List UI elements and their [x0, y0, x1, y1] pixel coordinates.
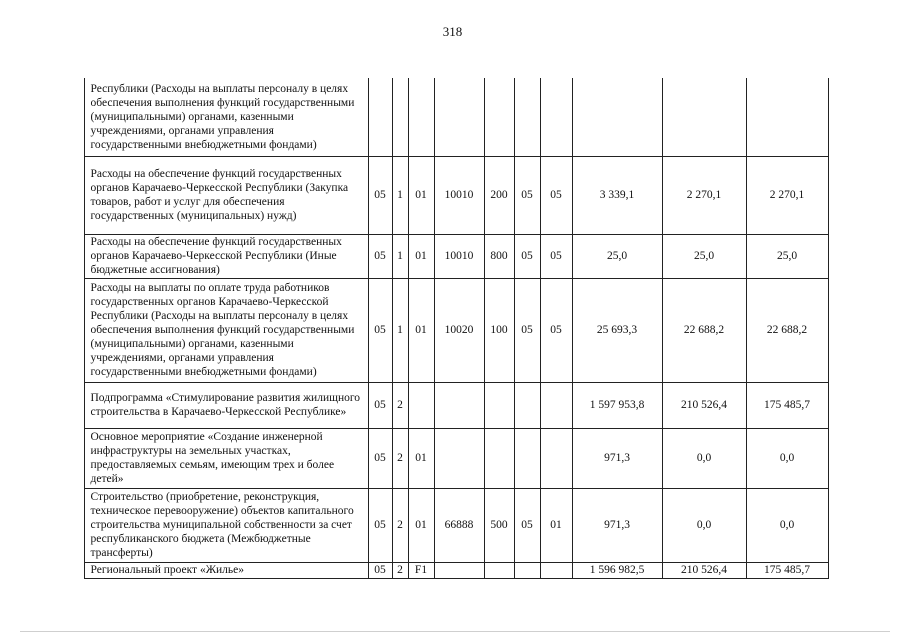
- code-cell-c4: [434, 78, 484, 156]
- code-cell-c5: [484, 428, 514, 488]
- amount-cell-v1: 971,3: [572, 488, 662, 562]
- code-cell-c4: [434, 382, 484, 428]
- code-cell-c2: 1: [392, 234, 408, 278]
- code-cell-c5: [484, 382, 514, 428]
- row-gutter-cell: [62, 488, 84, 562]
- amount-cell-v1: 3 339,1: [572, 156, 662, 234]
- code-cell-c7: 05: [540, 278, 572, 382]
- code-cell-c1: 05: [368, 488, 392, 562]
- amount-cell-v3: 175 485,7: [746, 562, 828, 578]
- code-cell-c2: 2: [392, 382, 408, 428]
- code-cell-c5: [484, 78, 514, 156]
- code-cell-c1: 05: [368, 156, 392, 234]
- row-name-cell: Региональный проект «Жилье»: [84, 562, 368, 578]
- row-gutter-cell: [62, 278, 84, 382]
- code-cell-c5: [484, 562, 514, 578]
- table-row: [62, 488, 828, 562]
- row-name-cell: Расходы на выплаты по оплате труда работников государственных органов Карачаево-Черкесской Республики (Расходы на выплаты персоналу в целях обеспечения выполнения функций государственными (муниципальными) органами, казенными учреждениями, органами управления государственными внебюджетными фондами): [84, 278, 368, 382]
- code-cell-c4: [434, 562, 484, 578]
- code-cell-c1: 05: [368, 428, 392, 488]
- table-row: [62, 382, 828, 428]
- amount-cell-v2: 210 526,4: [662, 382, 746, 428]
- code-cell-c6: [514, 382, 540, 428]
- code-cell-c2: 1: [392, 278, 408, 382]
- row-name-cell: Расходы на обеспечение функций государственных органов Карачаево-Черкесской Республики (Иные бюджетные ассигнования): [84, 234, 368, 278]
- code-cell-c7: 01: [540, 488, 572, 562]
- row-name-cell: Основное мероприятие «Создание инженерной инфраструктуры на земельных участках, предоставляемых семьям, имеющим трех и более детей»: [84, 428, 368, 488]
- code-cell-c5: 200: [484, 156, 514, 234]
- amount-cell-v3: 22 688,2: [746, 278, 828, 382]
- row-gutter-cell: [62, 234, 84, 278]
- code-cell-c2: 1: [392, 156, 408, 234]
- code-cell-c4: 10010: [434, 234, 484, 278]
- code-cell-c3: F1: [408, 562, 434, 578]
- amount-cell-v1: [572, 78, 662, 156]
- amount-cell-v2: [662, 78, 746, 156]
- table-row: [62, 234, 828, 278]
- amount-cell-v3: 175 485,7: [746, 382, 828, 428]
- code-cell-c1: 05: [368, 278, 392, 382]
- page-number: 318: [442, 24, 463, 39]
- amount-cell-v3: 0,0: [746, 488, 828, 562]
- row-gutter-cell: [62, 562, 84, 578]
- code-cell-c2: [392, 78, 408, 156]
- amount-cell-v1: 1 596 982,5: [572, 562, 662, 578]
- code-cell-c5: 800: [484, 234, 514, 278]
- row-gutter-cell: [62, 156, 84, 234]
- row-gutter-cell: [62, 428, 84, 488]
- code-cell-c3: [408, 382, 434, 428]
- amount-cell-v2: 0,0: [662, 428, 746, 488]
- code-cell-c7: [540, 382, 572, 428]
- amount-cell-v1: 25 693,3: [572, 278, 662, 382]
- code-cell-c3: [408, 78, 434, 156]
- code-cell-c1: [368, 78, 392, 156]
- code-cell-c6: [514, 562, 540, 578]
- code-cell-c7: 05: [540, 156, 572, 234]
- code-cell-c4: 10020: [434, 278, 484, 382]
- amount-cell-v1: 971,3: [572, 428, 662, 488]
- code-cell-c2: 2: [392, 488, 408, 562]
- amount-cell-v2: 22 688,2: [662, 278, 746, 382]
- code-cell-c1: 05: [368, 562, 392, 578]
- table-row: [62, 428, 828, 488]
- table-row: [62, 562, 828, 578]
- code-cell-c6: [514, 78, 540, 156]
- code-cell-c4: [434, 428, 484, 488]
- code-cell-c7: [540, 428, 572, 488]
- code-cell-c7: [540, 78, 572, 156]
- table-row: [62, 156, 828, 234]
- amount-cell-v2: 25,0: [662, 234, 746, 278]
- amount-cell-v1: 1 597 953,8: [572, 382, 662, 428]
- code-cell-c6: 05: [514, 488, 540, 562]
- code-cell-c5: 100: [484, 278, 514, 382]
- table-row: [62, 78, 828, 156]
- row-name-cell: Республики (Расходы на выплаты персоналу в целях обеспечения выполнения функций государственными (муниципальными) органами, казенными учреждениями, органами управления государственными внебюджетными фондами): [84, 78, 368, 156]
- code-cell-c3: 01: [408, 156, 434, 234]
- code-cell-c3: 01: [408, 234, 434, 278]
- code-cell-c6: 05: [514, 234, 540, 278]
- code-cell-c4: 10010: [434, 156, 484, 234]
- code-cell-c2: 2: [392, 562, 408, 578]
- budget-table: [62, 78, 829, 579]
- amount-cell-v3: [746, 78, 828, 156]
- amount-cell-v2: 2 270,1: [662, 156, 746, 234]
- page-bottom-rule: [20, 631, 890, 632]
- table-body: [62, 78, 828, 578]
- amount-cell-v3: 25,0: [746, 234, 828, 278]
- row-gutter-cell: [62, 78, 84, 156]
- code-cell-c3: 01: [408, 428, 434, 488]
- code-cell-c5: 500: [484, 488, 514, 562]
- amount-cell-v3: 0,0: [746, 428, 828, 488]
- code-cell-c2: 2: [392, 428, 408, 488]
- code-cell-c6: 05: [514, 278, 540, 382]
- code-cell-c1: 05: [368, 382, 392, 428]
- amount-cell-v2: 210 526,4: [662, 562, 746, 578]
- code-cell-c1: 05: [368, 234, 392, 278]
- amount-cell-v3: 2 270,1: [746, 156, 828, 234]
- code-cell-c3: 01: [408, 278, 434, 382]
- code-cell-c3: 01: [408, 488, 434, 562]
- code-cell-c7: 05: [540, 234, 572, 278]
- amount-cell-v2: 0,0: [662, 488, 746, 562]
- row-gutter-cell: [62, 382, 84, 428]
- code-cell-c4: 66888: [434, 488, 484, 562]
- row-name-cell: Строительство (приобретение, реконструкция, техническое перевооружение) объектов капитального строительства муниципальной собственности за счет республиканского бюджета (Межбюджетные трансферты): [84, 488, 368, 562]
- table-row: [62, 278, 828, 382]
- code-cell-c6: 05: [514, 156, 540, 234]
- amount-cell-v1: 25,0: [572, 234, 662, 278]
- row-name-cell: Подпрограмма «Стимулирование развития жилищного строительства в Карачаево-Черкесской Республике»: [84, 382, 368, 428]
- code-cell-c6: [514, 428, 540, 488]
- code-cell-c7: [540, 562, 572, 578]
- row-name-cell: Расходы на обеспечение функций государственных органов Карачаево-Черкесской Республики (Закупка товаров, работ и услуг для обеспечения государственных (муниципальных) нужд): [84, 156, 368, 234]
